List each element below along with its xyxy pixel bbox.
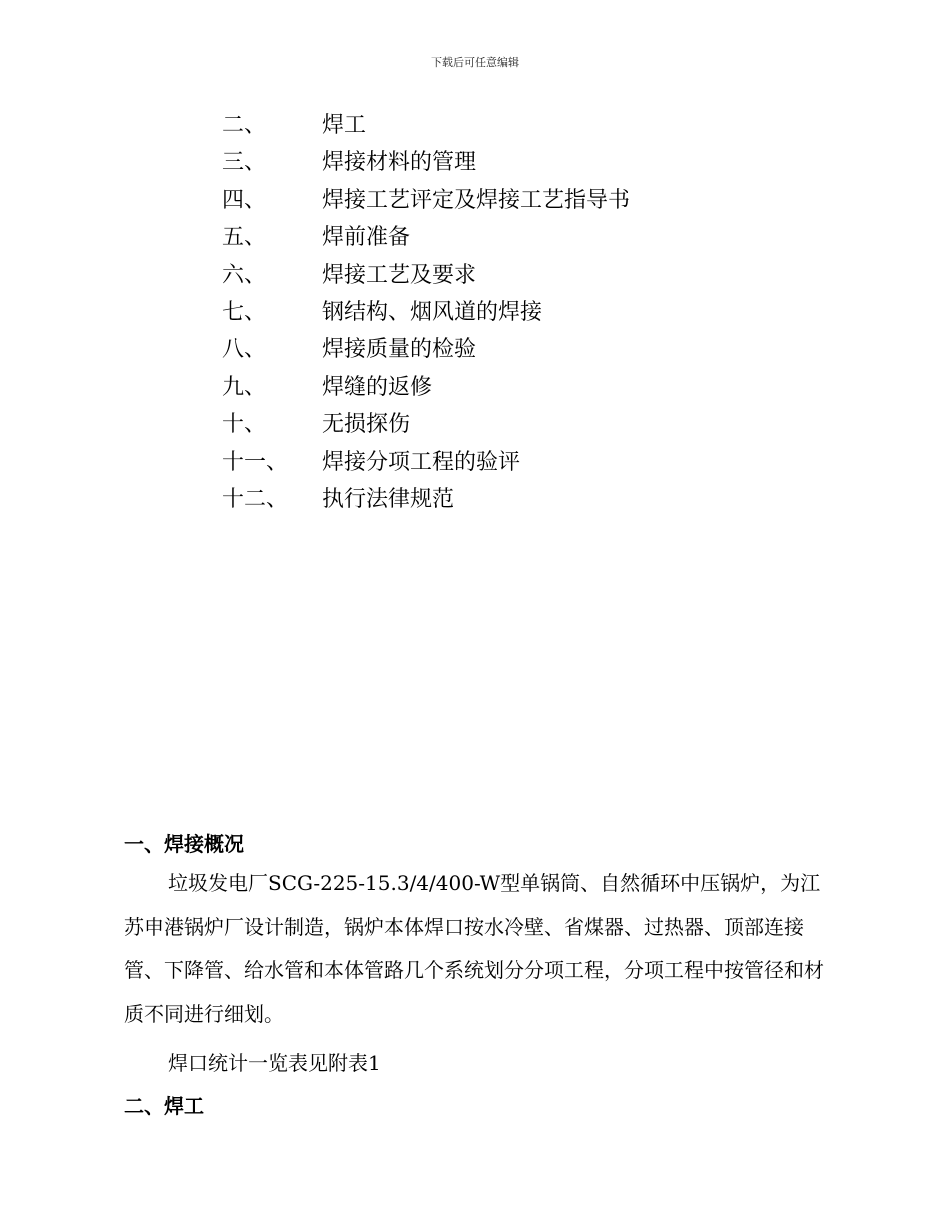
toc-item-number: 十二、 xyxy=(222,486,289,512)
toc-item xyxy=(222,331,630,368)
toc-item-number: 六、 xyxy=(222,262,267,288)
toc-item xyxy=(222,406,630,443)
section-heading-overview: 一、焊接概况 xyxy=(124,832,244,856)
toc-item-number: 二、 xyxy=(222,113,267,138)
toc-item xyxy=(222,182,630,219)
toc-item-number: 四、 xyxy=(222,187,267,213)
toc-item-title: 执行法律规范 xyxy=(322,486,455,512)
toc-item-title: 焊工 xyxy=(322,113,367,138)
statistics-table-note: 焊口统计一览表见附表1 xyxy=(168,1051,381,1075)
toc-item-title: 焊接材料的管理 xyxy=(322,150,477,176)
toc-item xyxy=(222,144,630,181)
table-of-contents xyxy=(222,107,630,518)
toc-item-title: 焊接工艺及要求 xyxy=(322,262,477,288)
toc-item xyxy=(222,369,630,406)
toc-item-title: 焊接质量的检验 xyxy=(322,337,477,363)
toc-item-number: 三、 xyxy=(222,150,267,176)
toc-item xyxy=(222,294,630,331)
page-header-note: 下载后可任意编辑 xyxy=(431,56,519,69)
toc-item xyxy=(222,107,630,144)
toc-item-number: 十一、 xyxy=(222,449,289,475)
toc-item xyxy=(222,481,630,518)
toc-item xyxy=(222,219,630,256)
toc-item-title: 无损探伤 xyxy=(322,412,411,438)
toc-item-title: 焊前准备 xyxy=(322,225,411,251)
toc-item xyxy=(222,444,630,481)
toc-item-number: 五、 xyxy=(222,225,267,251)
toc-item-number: 八、 xyxy=(222,337,267,363)
section-heading-welders: 二、焊工 xyxy=(124,1094,204,1118)
toc-item-title: 钢结构、烟风道的焊接 xyxy=(322,299,543,325)
toc-item-title: 焊接工艺评定及焊接工艺指导书 xyxy=(322,187,631,213)
toc-item-number: 九、 xyxy=(222,374,267,400)
toc-item xyxy=(222,257,630,294)
toc-item-title: 焊接分项工程的验评 xyxy=(322,449,521,475)
overview-paragraph: 垃圾发电厂SCG-225-15.3/4/400-W型单锅筒、自然循环中压锅炉，为江苏申港锅炉厂设计制造，锅炉本体焊口按水冷壁、省煤器、过热器、顶部连接管、下降管、给水管和本体管路几个系统划分分项工程，分项工程中按管径和材质不同进行细划。 xyxy=(124,871,824,1026)
toc-item-number: 七、 xyxy=(222,299,267,325)
toc-item-title: 焊缝的返修 xyxy=(322,374,433,400)
toc-item-number: 十、 xyxy=(222,412,267,438)
